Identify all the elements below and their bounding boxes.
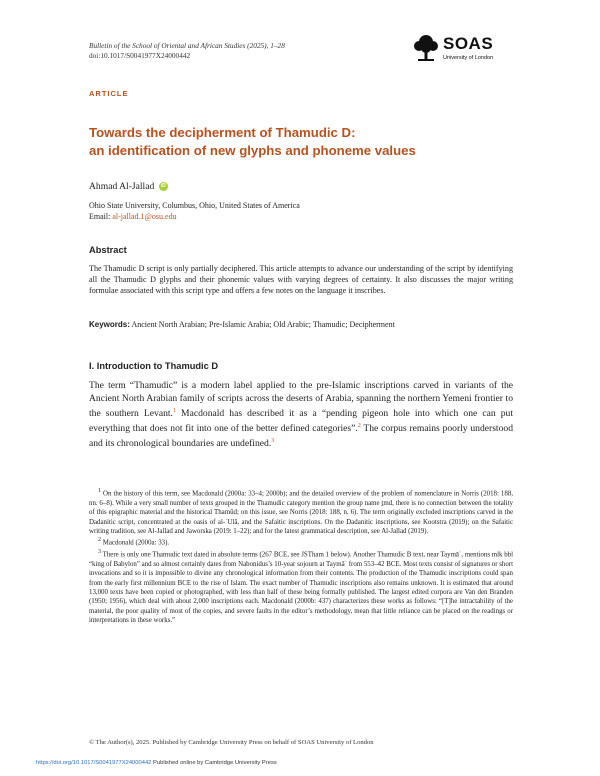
abstract-heading: Abstract [89,245,127,255]
doi-link[interactable]: https://doi.org/10.1017/S0041977X24000442 [36,760,152,766]
published-online: Published online by Cambridge University Press [151,760,277,766]
affiliation-block [89,200,300,222]
tree-icon [412,33,440,63]
section-heading: I. Introduction to Thamudic D [89,361,219,371]
logo-subtitle: University of London [443,55,494,61]
copyright: © The Author(s), 2025. Published by Cambridge University Press on behalf of SOAS University of London [89,739,374,746]
keywords [89,320,513,329]
logo-text: SOAS [443,34,494,53]
author-name[interactable]: Ahmad Al-Jallad [89,181,155,192]
body-text-2: Macdonald has described it as a “pending pigeon hole into which one can put everything that does not fit into one of the better defined categories”. [89,408,513,435]
body-text-3: The corpus remains poorly understood and its chronological boundaries are undefined. [89,423,513,450]
body-text-1: The term “Thamudic” is a modern label applied to the pre-Islamic inscriptions carved in variants of the Ancient North Arabian family of scripts across the deserts of Arabia, spanning the northern Yemeni frontier to the southern Levant. [89,380,513,420]
footnote-ref-3[interactable]: 3 [271,438,275,445]
doi: doi:10.1017/S0041977X24000442 [89,51,191,60]
footnote-number: 1 [98,488,101,494]
soas-logo [412,33,512,67]
journal-header [89,41,285,61]
article-label: ARTICLE [89,89,129,98]
footnote-ref-1[interactable]: 1 [172,408,176,414]
abstract-text: The Thamudic D script is only partially deciphered. This article attempts to advance our understanding of the script by identifying all the Thamudic D glyphs and their phonemic values with varying degrees of certainty. It also discusses the major writing formulae associated with this script type and offers a few notes on the language it inscribes. [89,264,513,296]
footnote-2 [89,536,513,548]
title-line-1: Towards the decipherment of Thamudic D: [89,125,356,140]
footnote-1 [89,487,513,536]
footnote-3 [89,548,513,626]
footnote-text: There is only one Thamudic text dated in absolute terms (267 BCE, see JSTham 1 below). Another Thamudic B text, near Taymāʾ, mentions mlk bbl “king of Babylon” and so almost certainly dates from Nabonidus’s 10-year sojourn at Taymāʾ from 553–42 BCE. Most texts consist of signatures or short invocations and so it is impossible to divine any chronological information from their contents. The production of the Thamudic inscriptions could span from the early first millennium BCE to the rise of Islam. The exact number of Thamudic inscriptions also remains unknown. It is estimated that around 13,000 texts have been copied or photographed, with less than half of these being formally published. The largest edited corpora are Van den Branden (1950; 1956), which deal with about 2,000 inscriptions each. Macdonald (2000b: 437) characterizes these works as follows: “[T]he intractability of the material, the poor quality of most of the copies, and severe faults in the editor’s methodology, mean that little reliance can be placed on the readings or interpretations in these works.” [89,551,513,625]
title-line-2: an identification of new glyphs and phoneme values [89,143,416,158]
footnote-text: Macdonald (2000a: 33). [101,539,170,547]
article-title [89,124,509,160]
footnotes [89,487,513,626]
email-link[interactable]: al-jallad.1@osu.edu [112,212,177,221]
footnote-ref-2[interactable]: 2 [357,423,361,430]
footnote-number: 2 [98,537,101,544]
keywords-list: Ancient North Arabian; Pre-Islamic Arabia; Old Arabic; Thamudic; Decipherment [131,320,395,329]
email-line [89,211,300,222]
author [89,181,168,192]
orcid-icon[interactable]: iD [160,183,166,190]
email-label: Email: [89,212,111,221]
body-paragraph [89,379,513,451]
journal-citation: Bulletin of the School of Oriental and African Studies (2025), 1–28 [89,41,285,50]
affiliation: Ohio State University, Columbus, Ohio, United States of America [89,201,300,210]
footnote-text: On the history of this term, see Macdonald (2000a: 33–4; 2000b); and the detailed overview of the problem of nomenclature in Norris (2018: 188, nn. 6–8). While a very small number of texts grouped in the Thamudic category mention the group name ṯmd, there is no connection between the totality of this epigraphic material and the historical Thamūd; on this issue, see Norris (2018: 188, n. 6). The term originally excluded inscriptions carved in the Dadanitic script, concentrated at the oasis of al-ʿUlā, and the Safaitic inscriptions. On the Dadanitic inscriptions, see Kootstra (2019); on the Safaitic writing tradition, see Al-Jallad and Jaworska (2019: 1–22); and for the latest grammatical description, see Al-Jallad (2019). [89,490,513,535]
keywords-label: Keywords: [89,320,130,329]
bottom-bar [36,760,277,766]
footnote-number: 3 [98,549,101,556]
